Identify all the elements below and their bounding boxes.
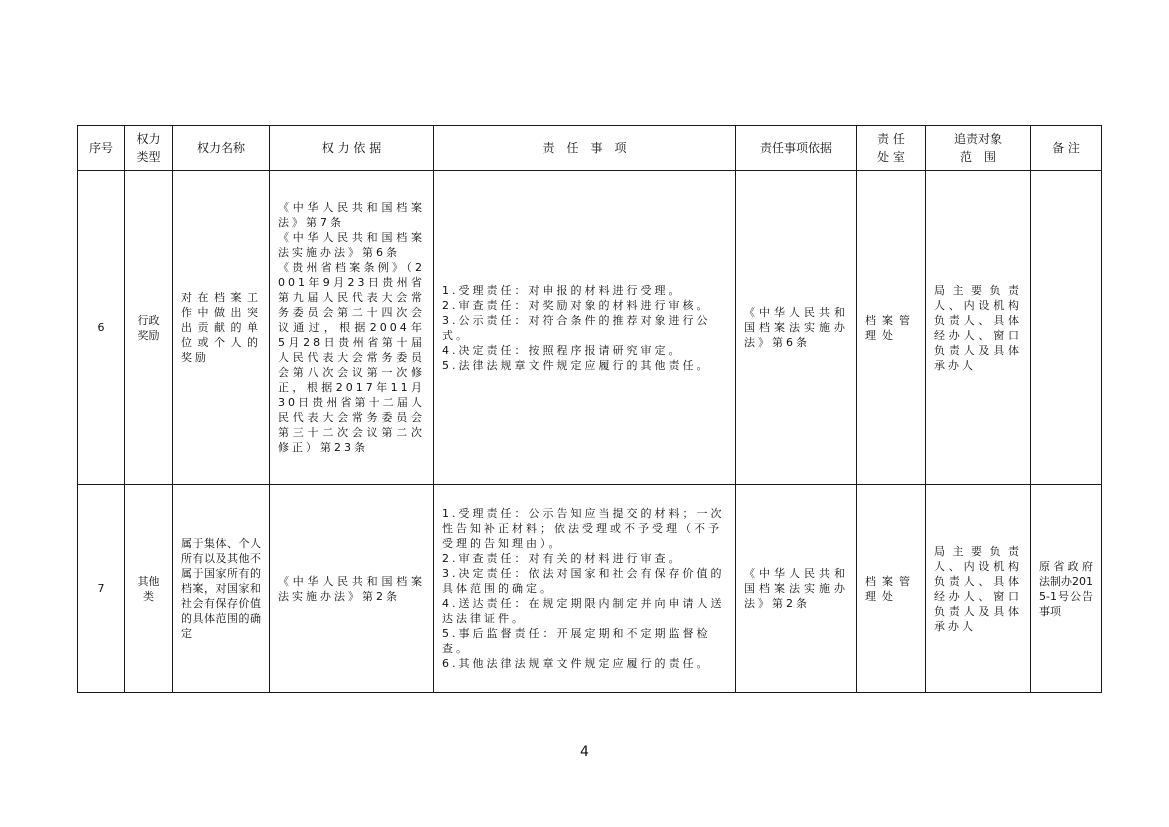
cell-power-name: 对在档案工作中做出突出贡献的单位或个人的奖励: [173, 171, 270, 485]
cell-power-name: 属于集体、个人所有以及其他不属于国家所有的档案，对国家和社会有保存价值的具体范围的确定: [173, 485, 270, 693]
cell-notes: [1031, 171, 1102, 485]
cell-duty-items: 1.受理责任：公示告知应当提交的材料；一次性告知补正材料；依法受理或不予受理（不予受理的告知理由）。 2.审查责任：对有关的材料进行审查。 3.决定责任：依法对国家和社会有保存价值的具体范围的确定。 4.送达责任：在规定期限内制定并向申请人送达法律证件。 5.事后监督责任：开展定期和不定期监督检查。 6.其他法律法规章文件规定应履行的责任。: [434, 485, 736, 693]
header-power-type: 权力 类型: [125, 126, 173, 171]
cell-accountability-scope: 局主要负责人、内设机构负责人、具体经办人、窗口负责人及具体承办人: [926, 171, 1031, 485]
table-row: [78, 485, 1102, 693]
cell-power-type: 行政 奖励: [125, 171, 173, 485]
cell-responsible-dept: 档案管理处: [857, 485, 926, 693]
header-notes: 备 注: [1031, 126, 1102, 171]
cell-seq: 7: [78, 485, 125, 693]
header-seq: 序号: [78, 126, 125, 171]
header-power-name: 权力名称: [173, 126, 270, 171]
cell-seq: 6: [78, 171, 125, 485]
cell-duty-basis: 《中华人民共和国档案法实施办法》第6条: [736, 171, 857, 485]
page-number: 4: [580, 744, 589, 760]
cell-power-basis: 《中华人民共和国档案法》第7条 《中华人民共和国档案法实施办法》第6条 《贵州省档案条例》（2001年9月23日贵州省第九届人民代表大会常务委员会第二十四次会议通过，根据2004年5月28日贵州省第十届人民代表大会常务委员会第八次会议第一次修正，根据2017年11月30日贵州省第十二届人民代表大会常务委员会第三十二次会议第二次修正）第23条: [270, 171, 434, 485]
cell-duty-basis: 《中华人民共和国档案法实施办法》第2条: [736, 485, 857, 693]
header-power-basis: 权 力 依 据: [270, 126, 434, 171]
cell-responsible-dept: 档案管理处: [857, 171, 926, 485]
header-duty-items: 责 任 事 项: [434, 126, 736, 171]
table-header-row: [78, 126, 1102, 171]
cell-accountability-scope: 局主要负责人、内设机构负责人、具体经办人、窗口负责人及具体承办人: [926, 485, 1031, 693]
header-accountability-scope: 追责对象 范 围: [926, 126, 1031, 171]
header-duty-basis: 责任事项依据: [736, 126, 857, 171]
cell-notes: 原省政府法制办2015-1号公告事项: [1031, 485, 1102, 693]
cell-power-basis: 《中华人民共和国档案法实施办法》第2条: [270, 485, 434, 693]
responsibility-table: [77, 125, 1102, 693]
table-row: [78, 171, 1102, 485]
header-responsible-dept: 责 任 处 室: [857, 126, 926, 171]
cell-power-type: 其他 类: [125, 485, 173, 693]
cell-duty-items: 1.受理责任：对申报的材料进行受理。 2.审查责任：对奖励对象的材料进行审核。 3.公示责任：对符合条件的推荐对象进行公式。 4.决定责任：按照程序报请研究审定。 5.法律法规章文件规定应履行的其他责任。: [434, 171, 736, 485]
